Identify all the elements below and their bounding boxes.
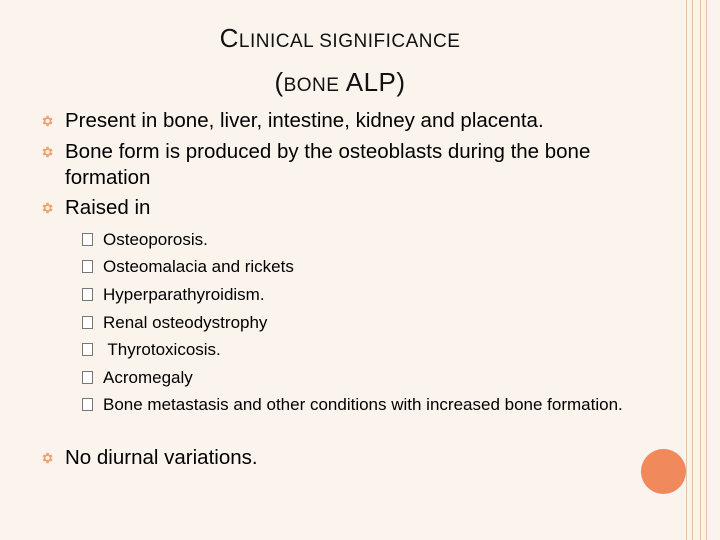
decorative-orange-circle xyxy=(641,449,686,494)
gear-icon xyxy=(40,201,54,215)
sub-bullet-text: Osteomalacia and rickets xyxy=(103,257,294,276)
bullet-text: Bone form is produced by the osteoblasts during the bone formation xyxy=(65,140,591,189)
sub-bullet-text: Hyperparathyroidism. xyxy=(103,285,265,304)
title-line-2: (BONE ALP) xyxy=(274,67,406,97)
sub-bullet-item xyxy=(82,284,662,306)
checkbox-square-icon xyxy=(82,260,93,273)
bullet-item xyxy=(40,445,640,471)
bullet-text: Raised in xyxy=(65,196,151,219)
decorative-rail-line xyxy=(706,0,707,540)
checkbox-square-icon xyxy=(82,288,93,301)
sub-bullet-item xyxy=(82,229,662,251)
sub-bullet-item xyxy=(82,312,662,334)
title-line-1: CLINICAL SIGNIFICANCE xyxy=(219,23,461,53)
bullet-text: No diurnal variations. xyxy=(65,446,258,469)
sub-bullet-item xyxy=(82,367,662,389)
sub-bullet-text: Thyrotoxicosis. xyxy=(103,340,221,359)
bullet-item xyxy=(40,139,640,191)
bullet-text: Present in bone, liver, intestine, kidney and placenta. xyxy=(65,109,544,132)
decorative-rail-line xyxy=(700,0,701,540)
checkbox-square-icon xyxy=(82,371,93,384)
decorative-rail-line xyxy=(686,0,687,540)
gear-icon xyxy=(40,145,54,159)
sub-bullet-text: Renal osteodystrophy xyxy=(103,313,268,332)
sub-bullet-text: Osteoporosis. xyxy=(103,230,208,249)
sub-bullet-text: Bone metastasis and other conditions with increased bone formation. xyxy=(103,395,623,414)
sub-bullet-item xyxy=(82,256,662,278)
sub-bullet-item xyxy=(82,394,662,416)
checkbox-square-icon xyxy=(82,398,93,411)
sub-bullet-text: Acromegaly xyxy=(103,368,193,387)
gear-icon xyxy=(40,114,54,128)
slide-title xyxy=(0,18,680,106)
bullet-item xyxy=(40,195,640,221)
checkbox-square-icon xyxy=(82,316,93,329)
bullet-item xyxy=(40,108,640,134)
gear-icon xyxy=(40,451,54,465)
sub-bullet-item xyxy=(82,339,662,361)
decorative-rail-line xyxy=(692,0,693,540)
checkbox-square-icon xyxy=(82,233,93,246)
checkbox-square-icon xyxy=(82,343,93,356)
